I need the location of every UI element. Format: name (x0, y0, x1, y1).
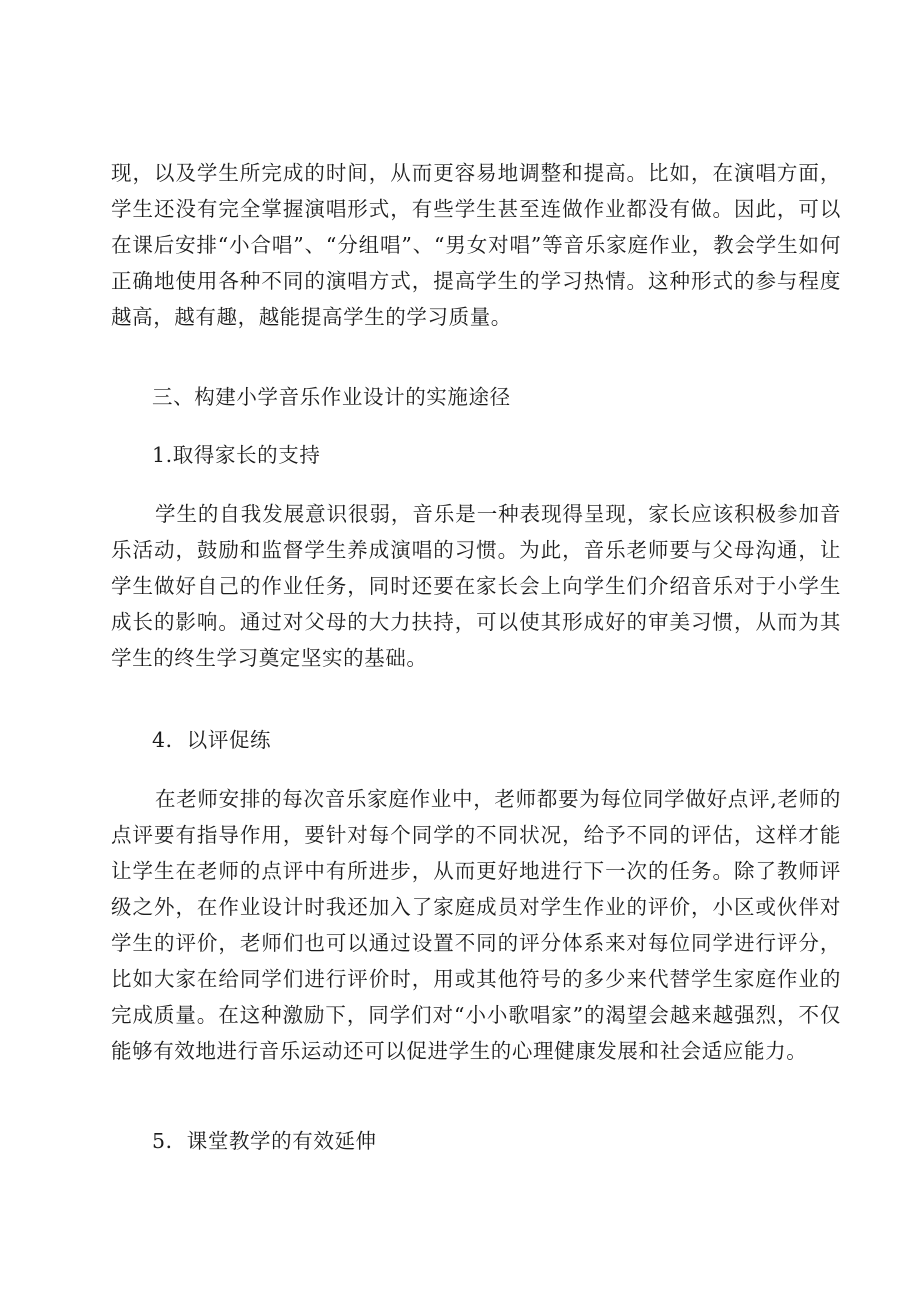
subheading-classroom-extension: 5．课堂教学的有效延伸 (152, 1129, 377, 1153)
paragraph-evaluation: 在老师安排的每次音乐家庭作业中，老师都要为每位同学做好点评,老师的点评要有指导作用，要针对每个同学的不同状况，给予不同的评估，这样才能让学生在老师的点评中有所进步，从而更好地进行下一次的任务。除了教师评级之外，在作业设计时我还加入了家庭成员对学生作业的评价，小区或伙伴对学生的评价，老师们也可以通过设置不同的评分体系来对每位同学进行评分，比如大家在给同学们进行评价时，用或其他符号的多少来代替学生家庭作业的完成质量。在这种激励下，同学们对“小小歌唱家”的渴望会越来越强烈，不仅能够有效地进行音乐运动还可以促进学生的心理健康发展和社会适应能力。 (111, 787, 841, 1063)
paragraph-continued: 现，以及学生所完成的时间，从而更容易地调整和提高。比如，在演唱方面，学生还没有完全掌握演唱形式，有些学生甚至连做作业都没有做。因此，可以在课后安排“小合唱”、“分组唱”、“男女对唱”等音乐家庭作业，教会学生如何正确地使用各种不同的演唱方式，提高学生的学习热情。这种形式的参与程度越高，越有趣，越能提高学生的学习质量。 (111, 161, 841, 329)
subheading-evaluation: 4．以评促练 (152, 728, 272, 752)
section-heading: 三、构建小学音乐作业设计的实施途径 (152, 385, 511, 409)
subheading-parent-support: 1.取得家长的支持 (152, 443, 321, 467)
paragraph-parent-support: 学生的自我发展意识很弱，音乐是一种表现得呈现，家长应该积极参加音乐活动，鼓励和监督学生养成演唱的习惯。为此，音乐老师要与父母沟通，让学生做好自己的作业任务，同时还要在家长会上向学生们介绍音乐对于小学生成长的影响。通过对父母的大力扶持，可以使其形成好的审美习惯，从而为其学生的终生学习奠定坚实的基础。 (111, 502, 841, 670)
